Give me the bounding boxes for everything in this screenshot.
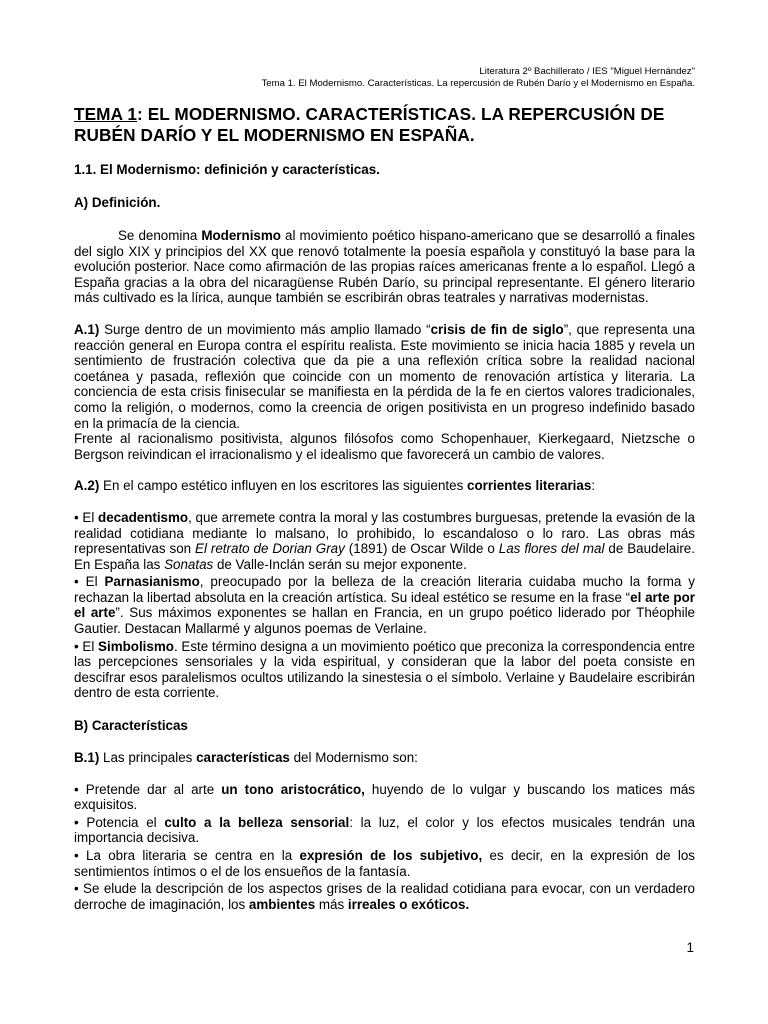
bold-run: decadentismo [98,509,189,525]
bold-run: irreales o exóticos. [347,896,470,912]
text-run: En el campo estético influyen en los escritores las siguientes [99,478,467,494]
document-title [74,104,695,146]
characteristics-list [74,782,695,913]
running-header [74,66,695,90]
text-run: (1891) de Oscar Wilde o [344,541,499,557]
text-run: de Valle-Inclán serán su mejor exponente. [213,556,467,572]
simbolismo-item [74,639,695,701]
text-run: : [591,478,596,494]
bold-run: características [196,750,290,766]
subsection-heading-definicion: A) Definición. [74,195,161,210]
header-topic-line: Tema 1. El Modernismo. Características. La repercusión de Rubén Darío y el Modernismo en España. [261,78,695,89]
text-run: al movimiento poético hispano-americano que se desarrolló a finales del siglo XIX y principios del XX que renovó totalmente la poesía española y constituyó la base para la evolución posterior. Nace como afirmación de las propias raíces americanas frente a lo español. Llegó a España gracias a la obra del nicaragüense Rubén Darío, su principal representante. El género literario más cultivado es la lírica, aunque también se escribirán obras teatrales y narrativas modernistas. [74,228,695,306]
text-run: • El [74,574,105,590]
list-item [74,848,695,879]
decadentismo-item [74,510,695,572]
a1-label: A.1) [74,321,100,337]
text-run: de Baudelaire. En España las [74,541,695,572]
text-run: . Este término designa a un movimiento poético que preconiza la correspondencia entre las percepciones sensoriales y la vida espiritual, y consideran que la labor del poeta consiste en descifrar esos paralelismos ocultos utilizando la sinestesia o el símbolo. Verlaine y Baudelaire escribirán dentro de esta corriente. [74,638,696,701]
italic-run: Las flores del mal [498,541,605,557]
text-run: , preocupado por la belleza de la creación literaria cuidaba mucho la forma y rechazan la libertad absoluta en la creación artística. Su ideal estético se resume en la frase “ [74,574,695,605]
subsection-heading-caracteristicas: B) Características [74,718,188,734]
b1-paragraph [74,750,695,766]
definition-paragraph [74,228,695,306]
list-item [74,815,695,846]
text-run: : la luz, el color y los efectos musicales tendrán una importancia decisiva. [74,814,695,846]
text-run: • Pretende dar al arte [74,781,222,797]
bold-run: Parnasianismo [104,574,200,590]
list-item [74,782,695,813]
text-run: más [315,896,348,912]
text-run: , que arremete contra la moral y las costumbres burguesas, pretende la evasión de la realidad cotidiana mediante lo malsano, lo prohibido, lo escandaloso o lo raro. Las obras más representativas son [74,509,695,557]
list-item [74,881,695,912]
bold-run: Modernismo [201,228,281,243]
bold-run: Simbolismo [98,638,174,654]
text-run: • El [74,638,99,654]
section-heading-1-1: 1.1. El Modernismo: definición y características. [74,162,380,177]
text-run: huyendo de lo vulgar y buscando los matices más exquisitos. [74,781,695,813]
a1-paragraph [74,322,695,431]
text-run: Surge dentro de un movimiento más amplio llamado “ [99,321,431,337]
bold-run: un tono aristocrático, [221,781,365,797]
text-run: del Modernismo son: [289,750,418,766]
a1-paragraph-2: Frente al racionalismo positivista, algunos filósofos como Schopenhauer, Kierkegaard, Nietzsche o Bergson reivindican el irracionalismo y el idealismo que favorecerá un cambio de valores. [74,431,695,462]
text-run: • La obra literaria se centra en la [74,848,300,863]
b1-label: B.1) [74,750,100,766]
parnasianismo-item [74,574,695,636]
text-run: es decir, en la expresión de los sentimientos íntimos o el de los ensueños de la fantasía. [74,848,695,879]
bold-run: culto a la belleza sensorial [164,814,350,830]
title-text: : EL MODERNISMO. CARACTERÍSTICAS. LA REPERCUSIÓN DE RUBÉN DARÍO Y EL MODERNISMO EN ESPAÑA. [74,104,665,145]
a2-label: A.2) [74,478,100,494]
text-run: • Se elude la descripción de los aspectos grises de la realidad cotidiana para evocar, con un verdadero derroche de imaginación, los [74,881,695,912]
a2-paragraph [74,478,695,494]
text-run: Las principales [99,750,197,766]
header-course-line: Literatura 2º Bachillerato / IES "Miguel Hernández" [479,66,695,77]
text-run: • Potencia el [74,814,165,830]
text-run: Se denomina [118,228,202,243]
bold-run: el arte por el arte [74,589,695,621]
bold-run: expresión de los subjetivo, [299,848,483,863]
bold-run: ambientes [248,896,316,912]
bold-run: corrientes literarias [467,478,592,494]
text-run: ”. Sus máximos exponentes se hallan en Francia, en un grupo poético liderado por Théophile Gautier. Destacan Mallarmé y algunos poemas de Verlaine. [74,605,695,637]
title-tema-label: TEMA 1 [74,104,137,124]
bold-run: crisis de fin de siglo [430,321,564,337]
italic-run: El retrato de Dorian Gray [195,541,345,557]
italic-run: Sonatas [164,556,214,572]
text-run: • El [74,509,99,525]
page-number: 1 [686,940,694,955]
text-run: ”, que representa una reacción general en Europa contra el espíritu realista. Este movimiento se inicia hacia 1885 y revela un sentimiento de frustración colectiva que da pie a una reflexión crítica sobre la realidad nacional coetánea y pasada, reflexión que coincide con un momento de renovación artística y literaria. La conciencia de esta crisis finisecular se manifiesta en la pérdida de la fe en ciertos valores tradicionales, como la religión, o modernos, como la creencia de origen positivista en un progreso indefinido basado en la primacía de la ciencia. [74,321,695,431]
